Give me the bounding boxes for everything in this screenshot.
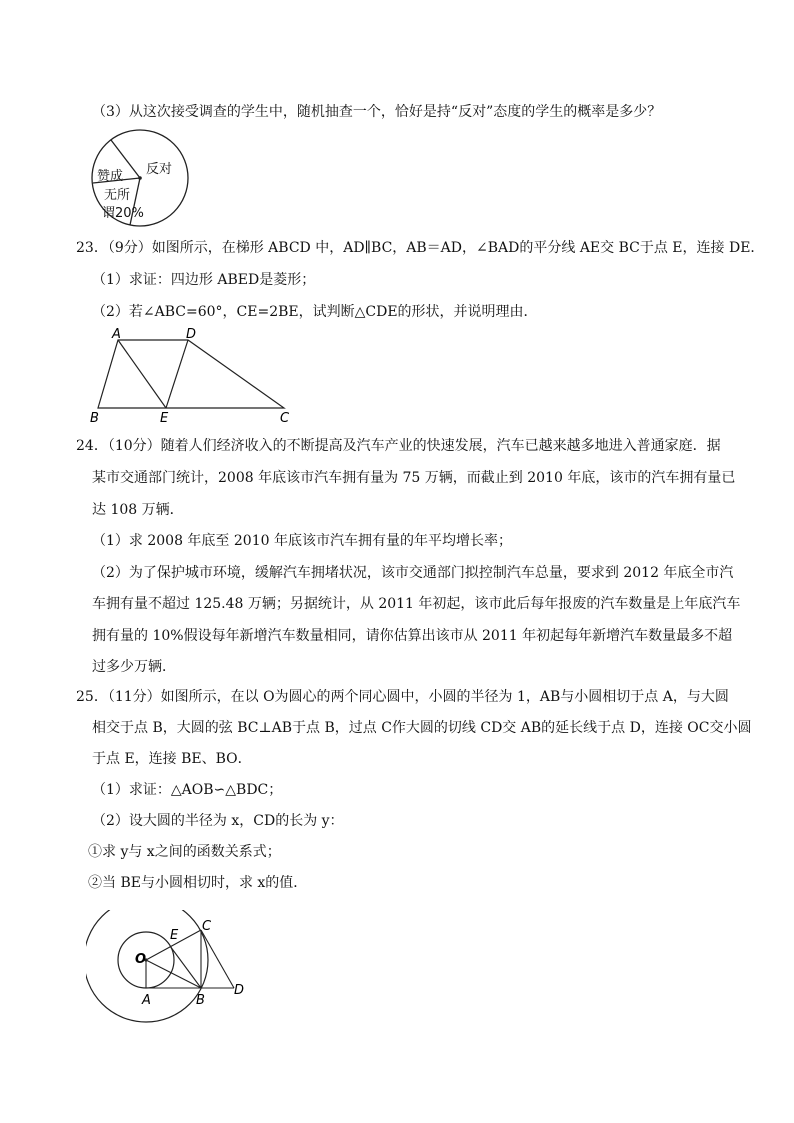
q24-line1: 24．（10分）随着人们经济收入的不断提高及汽车产业的快速发展，汽车已越来越多地进入普通家庭．据	[76, 438, 721, 454]
pie-label-approve: 赞成	[97, 169, 124, 184]
q24-part2-line2: 车拥有量不超过 125.48 万辆；另据统计，从 2011 年初起，该市此后每年报废的汽车数量是上年底汽车	[92, 596, 741, 612]
q23-trapezoid-figure	[86, 326, 296, 428]
q24-part2-line1: （2）为了保护城市环境，缓解汽车拥堵状况，该市交通部门拟控制汽车总量，要求到 2012 年底全市汽	[92, 565, 734, 581]
label-d: D	[186, 327, 197, 342]
pie-label-indifferent-2: 谓20%	[102, 206, 144, 221]
pie-label-indifferent-1: 无所	[104, 188, 131, 203]
pie-label-oppose: 反对	[146, 162, 173, 177]
q23-stem: 23．（9分）如图所示，在梯形 ABCD 中，AD∥BC，AB＝AD，∠BAD的平分线 AE交 BC于点 E，连接 DE．	[76, 240, 765, 256]
label-o: O	[135, 952, 147, 967]
q25-line1: 25．（11分）如图所示，在以 O为圆心的两个同心圆中，小圆的半径为 1，AB与小圆相切于点 A，与大圆	[76, 689, 729, 705]
pie-center-dot	[138, 176, 142, 180]
segment-be	[170, 946, 201, 988]
q24-part2-line3: 拥有量的 10%假设每年新增汽车数量相同，请你估算出该市从 2011 年初起每年新增汽车数量最多不超	[92, 628, 733, 644]
q22-part3-text: （3）从这次接受调查的学生中，随机抽查一个，恰好是持“反对”态度的学生的概率是多少？	[92, 104, 662, 120]
label-c: C	[280, 411, 290, 426]
label-c: C	[202, 919, 212, 934]
q24-line2: 某市交通部门统计，2008 年底该市汽车拥有量为 75 万辆，而截止到 2010 年底，该市的汽车拥有量已	[92, 470, 736, 486]
segment-de	[166, 340, 188, 408]
q25-part1: （1）求证：△AOB∽△BDC；	[92, 782, 283, 798]
q25-part2: （2）设大圆的半径为 x，CD的长为 y：	[92, 813, 344, 829]
q25-concentric-circles-figure	[86, 910, 256, 1040]
q24-part1: （1）求 2008 年底至 2010 年底该市汽车拥有量的年平均增长率；	[92, 533, 512, 549]
label-a: A	[112, 327, 121, 342]
segment-ae	[118, 340, 166, 408]
q23-part2: （2）若∠ABC=60°，CE=2BE，试判断△CDE的形状，并说明理由．	[92, 304, 538, 320]
label-e: E	[160, 411, 169, 426]
q25-line3: 于点 E，连接 BE、BO．	[92, 751, 252, 767]
q22-pie-figure	[88, 126, 194, 230]
label-a: A	[142, 993, 151, 1008]
q23-part1: （1）求证：四边形 ABED是菱形；	[92, 272, 316, 288]
label-b: B	[90, 411, 99, 426]
label-b: B	[196, 993, 205, 1008]
q24-part2-line4: 过多少万辆．	[92, 659, 176, 675]
label-d: D	[234, 983, 245, 998]
q24-line3: 达 108 万辆．	[92, 502, 184, 518]
label-e: E	[170, 928, 179, 943]
q25-sub1: ①求 y与 x之间的函数关系式；	[88, 844, 281, 860]
q25-line2: 相交于点 B，大圆的弦 BC⊥AB于点 B，过点 C作大圆的切线 CD交 AB的延长线于点 D，连接 OC交小圆	[92, 720, 752, 736]
q25-sub2: ②当 BE与小圆相切时，求 x的值．	[88, 875, 308, 891]
segment-cd	[201, 930, 234, 988]
